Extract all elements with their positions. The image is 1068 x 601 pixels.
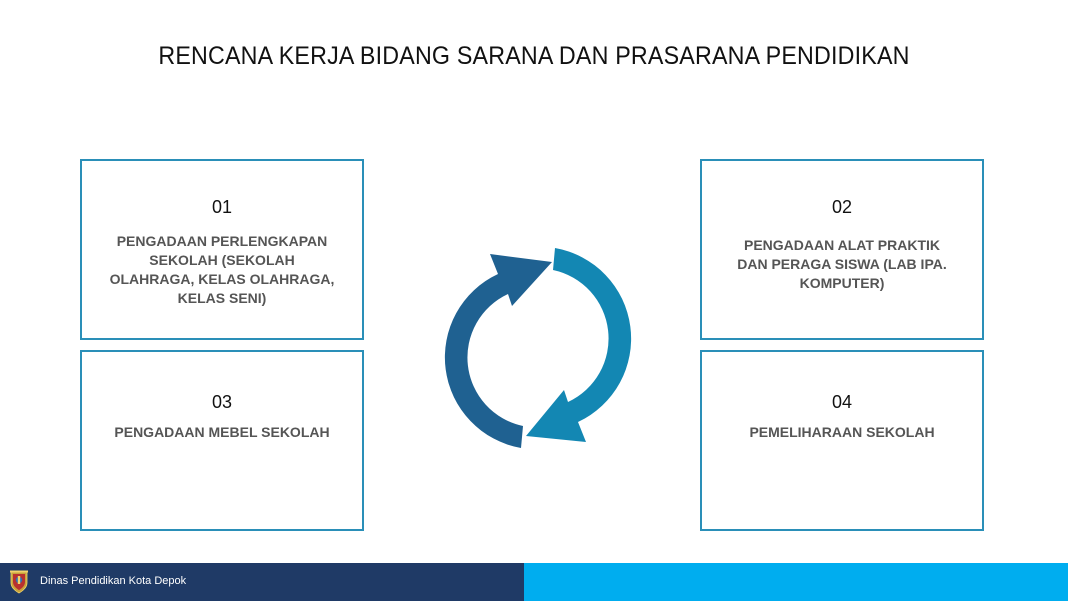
footer-bar	[0, 563, 524, 601]
city-emblem-logo	[9, 570, 29, 594]
footer-accent-bar	[524, 563, 1068, 601]
card-number: 02	[831, 197, 853, 217]
card-number: 04	[831, 392, 853, 412]
card-text: PENGADAAN ALAT PRAKTIK DAN PERAGA SISWA (LAB IPA. KOMPUTER)	[737, 237, 947, 291]
footer-organization: Dinas Pendidikan Kota Depok	[40, 575, 187, 587]
card-text: PENGADAAN MEBEL SEKOLAH	[114, 424, 330, 440]
cycle-arrow-right	[526, 248, 631, 442]
card-text: PEMELIHARAAN SEKOLAH	[749, 424, 935, 440]
page-title: RENCANA KERJA BIDANG SARANA DAN PRASARANA PENDIDIKAN	[158, 42, 910, 70]
cycle-arrow-left	[445, 254, 552, 448]
card-text: PENGADAAN PERLENGKAPAN SEKOLAH (SEKOLAH OLAHRAGA, KELAS OLAHRAGA, KELAS SENI)	[109, 233, 335, 306]
card-04	[700, 350, 984, 531]
card-03	[80, 350, 364, 531]
card-02	[700, 159, 984, 340]
card-number: 01	[211, 197, 233, 217]
card-01	[80, 159, 364, 340]
circular-arrows-icon	[428, 236, 648, 460]
card-number: 03	[211, 392, 233, 412]
